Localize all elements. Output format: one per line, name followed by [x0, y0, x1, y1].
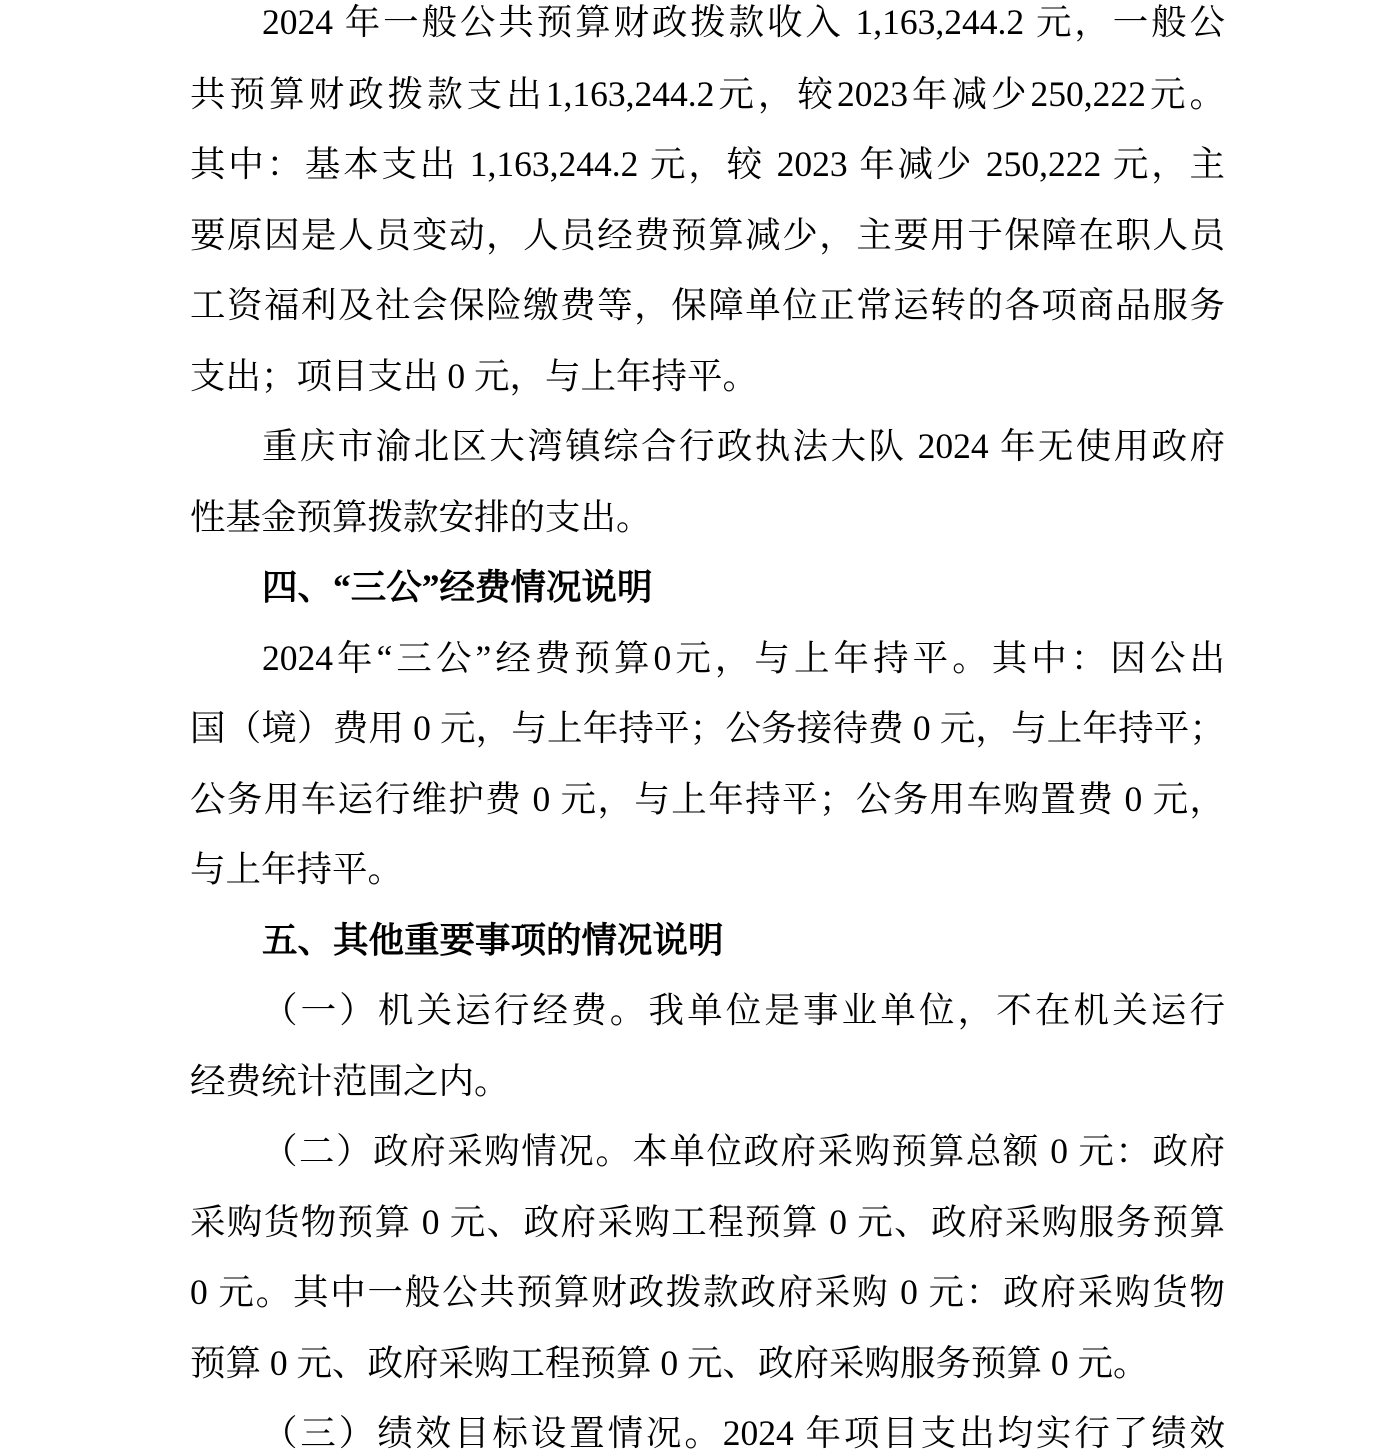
paragraph-line: 国（境）费用 0 元，与上年持平；公务接待费 0 元，与上年持平；	[190, 708, 1225, 749]
section-heading-three-public-expenses: 四、“三公”经费情况说明	[262, 567, 653, 608]
paragraph-line: 2024年“三公”经费预算0元，与上年持平。其中：因公出	[262, 637, 1225, 678]
paragraph-line: （二）政府采购情况。本单位政府采购预算总额 0 元：政府	[262, 1131, 1225, 1172]
section-heading-other-matters: 五、其他重要事项的情况说明	[262, 919, 724, 960]
paragraph-performance-targets	[190, 1411, 1225, 1455]
paragraph-line: 预算 0 元、政府采购工程预算 0 元、政府采购服务预算 0 元。	[190, 1342, 1149, 1383]
paragraph-line: 性基金预算拨款安排的支出。	[190, 496, 652, 537]
paragraph-line: 2024 年一般公共预算财政拨款收入 1,163,244.2 元，一般公	[262, 2, 1225, 42]
paragraph-line: 共预算财政拨款支出1,163,244.2元，较2023年减少250,222元。	[190, 73, 1225, 114]
paragraph-line: 重庆市渝北区大湾镇综合行政执法大队 2024 年无使用政府	[262, 426, 1225, 467]
paragraph-government-fund	[190, 411, 1225, 552]
paragraph-budget-appropriation	[190, 0, 1225, 411]
paragraph-line: 0 元。其中一般公共预算财政拨款政府采购 0 元：政府采购货物	[190, 1272, 1225, 1313]
document-body	[190, 0, 1225, 1455]
paragraph-line: 经费统计范围之内。	[190, 1060, 510, 1101]
paragraph-line: 采购货物预算 0 元、政府采购工程预算 0 元、政府采购服务预算	[190, 1201, 1225, 1242]
paragraph-line: 支出；项目支出 0 元，与上年持平。	[190, 355, 759, 396]
paragraph-government-procurement	[190, 1116, 1225, 1398]
paragraph-three-public-expenses	[190, 623, 1225, 905]
paragraph-agency-operation	[190, 975, 1225, 1116]
paragraph-line: 与上年持平。	[190, 849, 404, 890]
paragraph-line: 其中：基本支出 1,163,244.2 元，较 2023 年减少 250,222 元，主	[190, 144, 1225, 185]
paragraph-line: 要原因是人员变动，人员经费预算减少，主要用于保障在职人员	[190, 214, 1225, 255]
paragraph-line: 工资福利及社会保险缴费等，保障单位正常运转的各项商品服务	[190, 285, 1225, 326]
paragraph-line: 公务用车运行维护费 0 元，与上年持平；公务用车购置费 0 元，	[190, 778, 1225, 819]
paragraph-line: （一）机关运行经费。我单位是事业单位，不在机关运行	[262, 990, 1225, 1031]
paragraph-line: （三）绩效目标设置情况。2024 年项目支出均实行了绩效	[262, 1413, 1225, 1453]
